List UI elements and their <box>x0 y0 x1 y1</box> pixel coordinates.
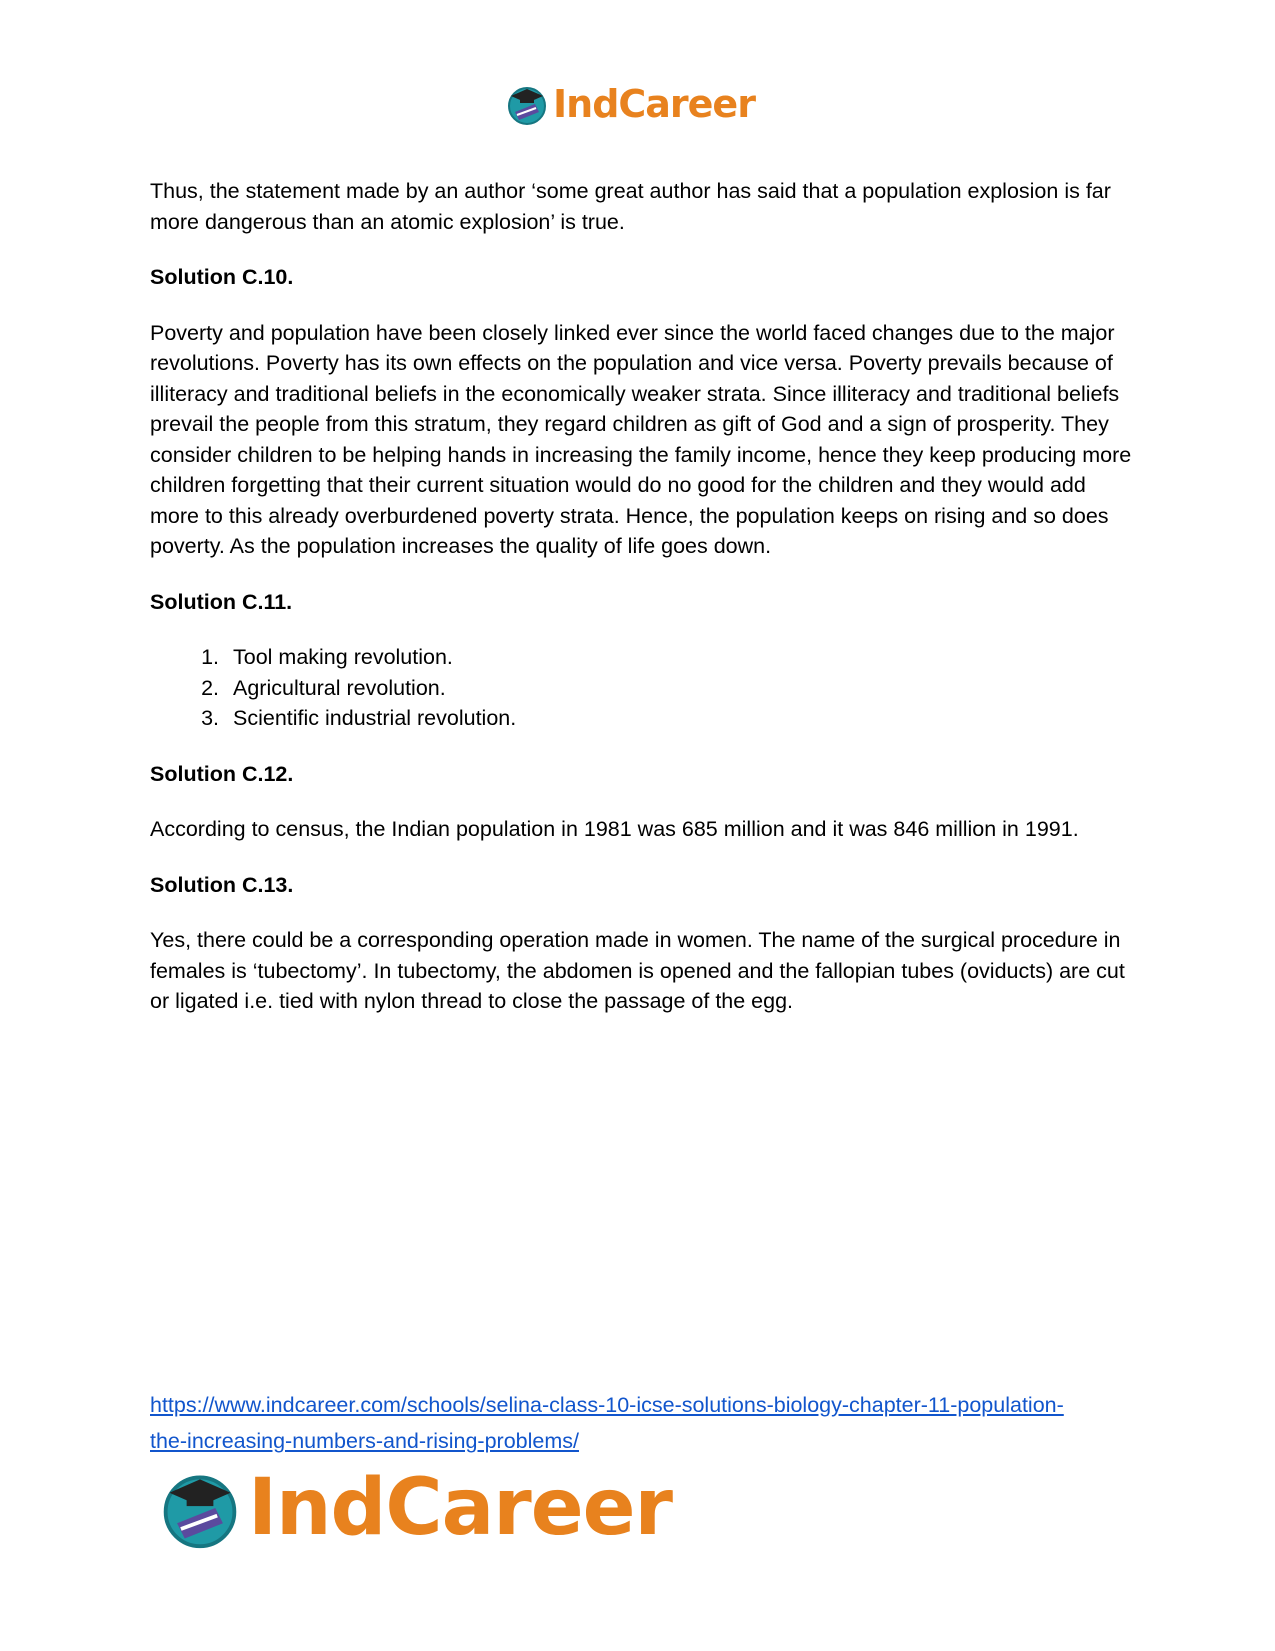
solution-paragraph: Poverty and population have been closely linked ever since the world faced changes due to the major revolutions. Poverty has its own effects on the population and vice versa. Poverty prevails because of illiteracy and traditional beliefs in the economically weaker strata. Since illiteracy and traditional beliefs prevail the people from this stratum, they regard children as gift of God and a sign of prosperity. They consider children to be helping hands in increasing the family income, hence they keep producing more children forgetting that their current situation would do no good for the children and they would add more to this already overburdened poverty strata. Hence, the population keeps on rising and so does poverty. As the population increases the quality of life goes down. <box>150 320 1132 558</box>
solution-heading: Solution C.10. <box>150 265 294 289</box>
intro-paragraph: Thus, the statement made by an author ‘some great author has said that a population explosion is far more dangerous than an atomic explosion’ is true. <box>150 179 1111 234</box>
header-logo <box>505 80 755 128</box>
revolutions-list <box>150 642 1140 734</box>
footer-logo <box>158 1463 672 1553</box>
source-link-line-2[interactable]: the-increasing-numbers-and-rising-problems/ <box>150 1429 579 1453</box>
source-link[interactable] <box>150 1387 1150 1459</box>
logo-wordmark: IndCareer <box>553 82 755 126</box>
solution-paragraph: Yes, there could be a corresponding operation made in women. The name of the surgical procedure in females is ‘tubectomy’. In tubectomy, the abdomen is opened and the fallopian tubes (oviducts) are cut or ligated i.e. tied with nylon thread to close the passage of the egg. <box>150 928 1125 1013</box>
document-body <box>150 176 1140 1042</box>
list-item: 1. Tool making revolution. <box>225 642 1140 673</box>
source-link-line-1[interactable]: https://www.indcareer.com/schools/selina-class-10-icse-solutions-biology-chapter-11-population- <box>150 1393 1064 1417</box>
list-item: 2. Agricultural revolution. <box>225 673 1140 704</box>
list-item: 3. Scientific industrial revolution. <box>225 703 1140 734</box>
logo-wordmark: IndCareer <box>248 1463 672 1553</box>
solution-heading: Solution C.13. <box>150 872 294 897</box>
solution-heading: Solution C.12. <box>150 761 294 786</box>
graduation-cap-globe-icon <box>505 82 549 126</box>
solution-heading: Solution C.11. <box>150 589 293 614</box>
solution-paragraph: According to census, the Indian population in 1981 was 685 million and it was 846 million in 1991. <box>150 817 1079 841</box>
graduation-cap-globe-icon <box>158 1466 242 1550</box>
